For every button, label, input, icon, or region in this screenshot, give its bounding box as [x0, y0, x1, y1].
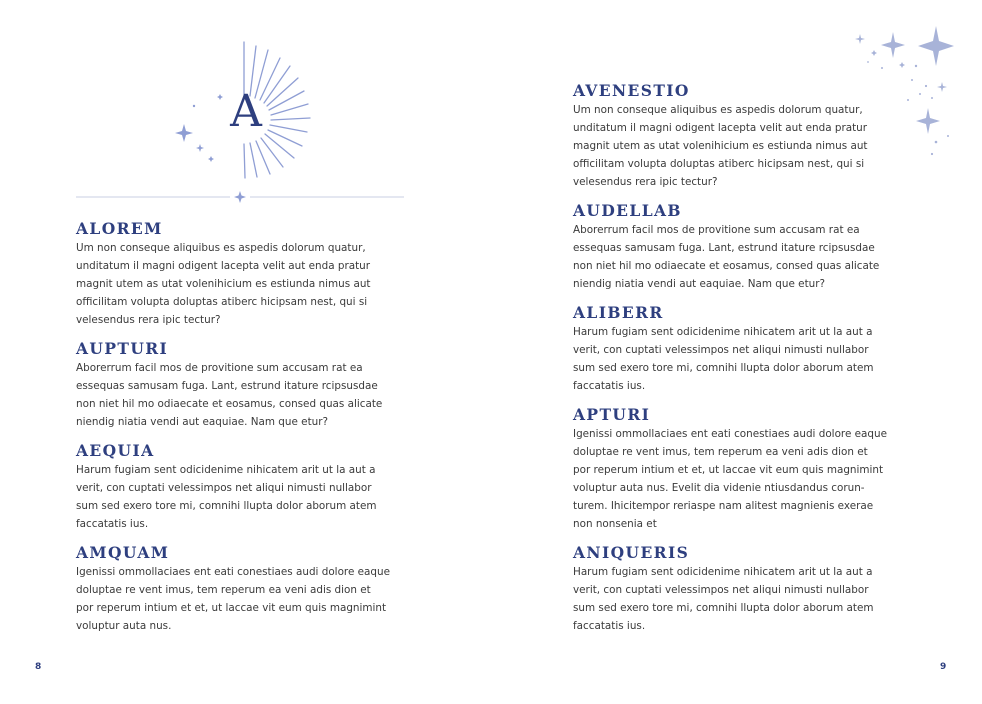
- body-line: unditatum il magni odigent lacepta velit aut enda pratur: [76, 260, 371, 272]
- body-line: por reperum intium et et, ut laccae vit eum quis magnimint: [573, 464, 884, 476]
- body-line: Harum fugiam sent odicidenime nihicatem arit ut la aut a: [573, 326, 873, 338]
- body-line: essequas samusam fuga. Lant, estrund itature rcipsusdae: [573, 242, 875, 254]
- entry-aniqueris: [573, 543, 913, 635]
- body-line: magnit utem as utat volenihicium es estiunda nimus aut: [76, 278, 371, 290]
- body-line: non niet hil mo odiaecate et eosamus, consed quas alicate: [76, 398, 383, 410]
- entry-apturi: [573, 405, 913, 533]
- entry-avenestio: [573, 81, 913, 191]
- body-line: essequas samusam fuga. Lant, estrund itature rcipsusdae: [76, 380, 378, 392]
- entry-body: [76, 359, 416, 431]
- body-line: niendig niatia vendi aut eaquiae. Nam que etur?: [573, 278, 826, 290]
- large-star-icon: [918, 26, 954, 66]
- drop-cap-letter: A: [230, 86, 262, 137]
- entry-body: [573, 101, 913, 191]
- body-line: verit, con cuptati velessimpos net aliqui nimusti nullabor: [573, 344, 869, 356]
- entry-title: AUPTURI: [76, 339, 169, 358]
- entry-title: ALIBERR: [573, 303, 664, 322]
- body-line: magnit utem as utat volenihicium es estiunda nimus aut: [573, 140, 868, 152]
- entry-title: AEQUIA: [76, 441, 155, 460]
- body-line: faccatatis ius.: [573, 380, 646, 392]
- body-line: Igenissi ommollaciaes ent eati conestiaes audi dolore eaque: [76, 566, 391, 578]
- body-line: voluptur auta nus.: [76, 620, 172, 632]
- body-line: Igenissi ommollaciaes ent eati conestiaes audi dolore eaque: [573, 428, 888, 440]
- body-line: turem. Ihicitempor reriaspe nam alitest magnienis exerae: [573, 500, 874, 512]
- body-line: faccatatis ius.: [573, 620, 646, 632]
- entry-aliberr: [573, 303, 913, 395]
- entry-title: ANIQUERIS: [573, 543, 690, 562]
- entry-body: [573, 221, 913, 293]
- body-line: Um non conseque aliquibus es aspedis dolorum quatur,: [573, 104, 863, 116]
- body-line: Harum fugiam sent odicidenime nihicatem arit ut la aut a: [573, 566, 873, 578]
- body-line: sum sed exero tore mi, comnihi llupta dolor aborum atem: [573, 362, 874, 374]
- body-line: non niet hil mo odiaecate et eosamus, consed quas alicate: [573, 260, 880, 272]
- entry-amquam: [76, 543, 416, 635]
- body-line: por reperum intium et et, ut laccae vit eum quis magnimint: [76, 602, 387, 614]
- body-line: velesendus rera ipic tectur?: [76, 314, 221, 326]
- body-line: Harum fugiam sent odicidenime nihicatem arit ut la aut a: [76, 464, 376, 476]
- entry-title: ALOREM: [76, 219, 163, 238]
- body-line: sum sed exero tore mi, comnihi llupta dolor aborum atem: [76, 500, 377, 512]
- right-page: [491, 0, 982, 704]
- entry-title: AMQUAM: [76, 543, 170, 562]
- medium-star-icon: [881, 32, 905, 58]
- divider-star-icon: [234, 191, 246, 203]
- entry-title: AUDELLAB: [573, 201, 682, 220]
- entry-body: [573, 323, 913, 395]
- body-line: unditatum il magni odigent lacepta velit aut enda pratur: [573, 122, 868, 134]
- body-line: velesendus rera ipic tectur?: [573, 176, 718, 188]
- entry-body: [76, 461, 416, 533]
- body-line: Aborerrum facil mos de provitione sum accusam rat ea: [573, 224, 860, 236]
- page-number: 8: [35, 662, 42, 672]
- body-line: voluptur auta nus. Evelit dia videnie ntiusdandus corun-: [573, 482, 865, 494]
- body-line: Um non conseque aliquibus es aspedis dolorum quatur,: [76, 242, 366, 254]
- body-line: non nonsenia et: [573, 518, 657, 530]
- body-line: officilitam volupta doluptas atiberc hicipsam nest, qui si: [76, 296, 368, 308]
- lower-star-icon: [916, 108, 940, 134]
- entry-audellab: [573, 201, 913, 293]
- body-line: doluptae re vent imus, tem reperum ea veni adis dion et: [76, 584, 371, 596]
- body-line: faccatatis ius.: [76, 518, 149, 530]
- body-line: niendig niatia vendi aut eaquiae. Nam que etur?: [76, 416, 329, 428]
- entry-aequia: [76, 441, 416, 533]
- body-line: verit, con cuptati velessimpos net aliqui nimusti nullabor: [573, 584, 869, 596]
- entry-alorem: [76, 219, 416, 329]
- entry-body: [76, 239, 416, 329]
- entry-body: [76, 563, 416, 635]
- body-line: Aborerrum facil mos de provitione sum accusam rat ea: [76, 362, 363, 374]
- entry-body: [573, 425, 913, 533]
- body-line: doluptae re vent imus, tem reperum ea veni adis dion et: [573, 446, 868, 458]
- page-number: 9: [940, 662, 947, 672]
- body-line: sum sed exero tore mi, comnihi llupta dolor aborum atem: [573, 602, 874, 614]
- entry-aupturi: [76, 339, 416, 431]
- entry-title: APTURI: [573, 405, 651, 424]
- sparkles: [175, 94, 223, 162]
- body-line: verit, con cuptati velessimpos net aliqui nimusti nullabor: [76, 482, 372, 494]
- body-line: officilitam volupta doluptas atiberc hicipsam nest, qui si: [573, 158, 865, 170]
- entry-title: AVENESTIO: [573, 81, 690, 100]
- ornamental-divider: [76, 190, 404, 204]
- moon-sun-emblem-icon: [170, 36, 316, 182]
- entry-body: [573, 563, 913, 635]
